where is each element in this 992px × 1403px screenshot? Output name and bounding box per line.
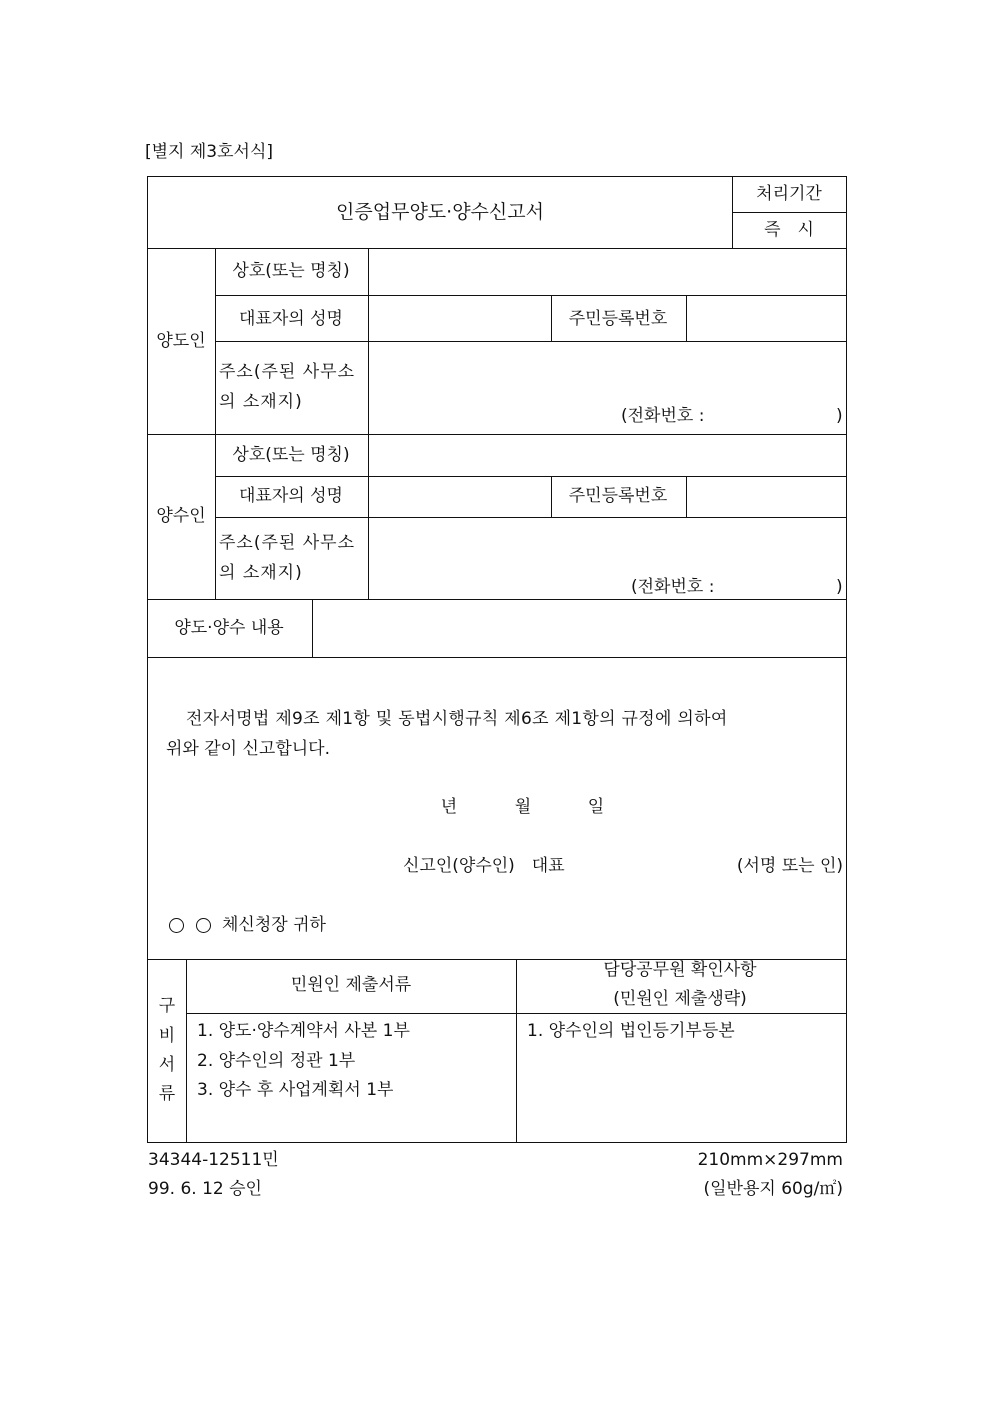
divider [186,1013,847,1014]
verify-document-item: 1. 양수인의 법인등기부등본 [527,1021,735,1041]
transferor-representative-field[interactable] [372,299,547,337]
submit-documents-header: 민원인 제출서류 [290,975,412,995]
documents-label-char: 류 [158,1084,176,1104]
divider [186,959,187,1142]
divider [215,341,847,342]
transferor-representative-label: 대표자의 성명 [239,309,343,329]
transferor-phone-field[interactable] [725,402,833,428]
transferee-phone-field[interactable] [735,573,833,597]
transferee-representative-label: 대표자의 성명 [239,486,343,506]
divider [215,295,847,296]
recipient-label: 체신청장 귀하 [222,915,326,935]
submit-document-item: 3. 양수 후 사업계획서 1부 [197,1080,394,1100]
divider [147,599,847,600]
paper-type: (일반용지 60g/㎡) [703,1179,843,1199]
date-day-label: 일 [587,797,605,817]
transferee-name-field[interactable] [372,438,842,473]
transferor-name-label: 상호(또는 명칭) [232,261,350,281]
divider [147,657,847,658]
transferor-address-label-line1: 주소(주된 사무소 [219,362,355,382]
divider [215,476,847,477]
transferee-address-field[interactable] [372,521,842,569]
declaration-line-2: 위와 같이 신고합니다. [166,739,331,759]
border-left [147,176,148,1143]
transfer-content-field[interactable] [316,603,842,653]
divider [551,476,552,517]
transferee-name-label: 상호(또는 명칭) [232,445,350,465]
transferee-section-label: 양수인 [156,506,206,526]
documents-label-char: 구 [158,996,176,1016]
divider [551,295,552,341]
transferee-id-label: 주민등록번호 [568,486,668,506]
declarant-label: 신고인(양수인) 대표 [403,856,565,876]
border-right [846,176,847,1143]
transferor-id-field[interactable] [690,299,842,337]
divider [312,599,313,657]
declaration-line-1: 전자서명법 제9조 제1항 및 동법시행규칙 제6조 제1항의 규정에 의하여 [186,709,728,729]
documents-label-char: 비 [158,1026,176,1046]
verify-items-header: 담당공무원 확인사항 [603,960,757,980]
transferee-address-label-line1: 주소(주된 사무소 [219,533,355,553]
documents-label-char: 서 [158,1055,176,1075]
border-top [147,176,847,177]
divider [215,248,216,599]
transfer-content-label: 양도·양수 내용 [174,618,284,638]
divider [732,212,846,213]
submit-document-item: 2. 양수인의 정관 1부 [197,1051,356,1071]
transferor-section-label: 양도인 [156,331,206,351]
transferor-name-field[interactable] [372,252,842,292]
paper-size: 210mm×297mm [697,1150,843,1170]
divider [147,434,847,435]
processing-period-value: 즉 시 [764,220,814,240]
transferee-phone-label: (전화번호 : [631,577,715,597]
divider [686,295,687,341]
processing-period-label: 처리기간 [756,184,822,204]
divider [147,248,847,249]
blank-circle-icon [196,918,211,933]
transferee-representative-field[interactable] [372,480,547,514]
approval-date: 99. 6. 12 승인 [148,1179,262,1199]
transferee-phone-close: ) [836,577,843,597]
transferor-phone-close: ) [836,406,843,426]
form-number-label: [별지 제3호서식] [145,142,274,162]
transferor-phone-label: (전화번호 : [621,406,705,426]
divider [686,476,687,517]
transferee-address-label-line2: 의 소재지) [219,563,303,583]
date-year-label: 년 [440,797,458,817]
form-title: 인증업무양도·양수신고서 [336,201,544,223]
date-month-label: 월 [514,797,532,817]
divider [368,248,369,599]
submit-document-item: 1. 양도·양수계약서 사본 1부 [197,1021,410,1041]
transferor-address-field[interactable] [372,345,842,397]
divider [215,517,847,518]
border-bottom [147,1142,847,1143]
signature-label: (서명 또는 인) [736,856,843,876]
transferor-address-label-line2: 의 소재지) [219,392,303,412]
verify-items-subheader: (민원인 제출생략) [613,989,747,1009]
transferee-id-field[interactable] [690,480,842,514]
divider [516,959,517,1142]
blank-circle-icon [169,918,184,933]
transferor-id-label: 주민등록번호 [568,309,668,329]
form-code: 34344-12511민 [148,1150,279,1170]
